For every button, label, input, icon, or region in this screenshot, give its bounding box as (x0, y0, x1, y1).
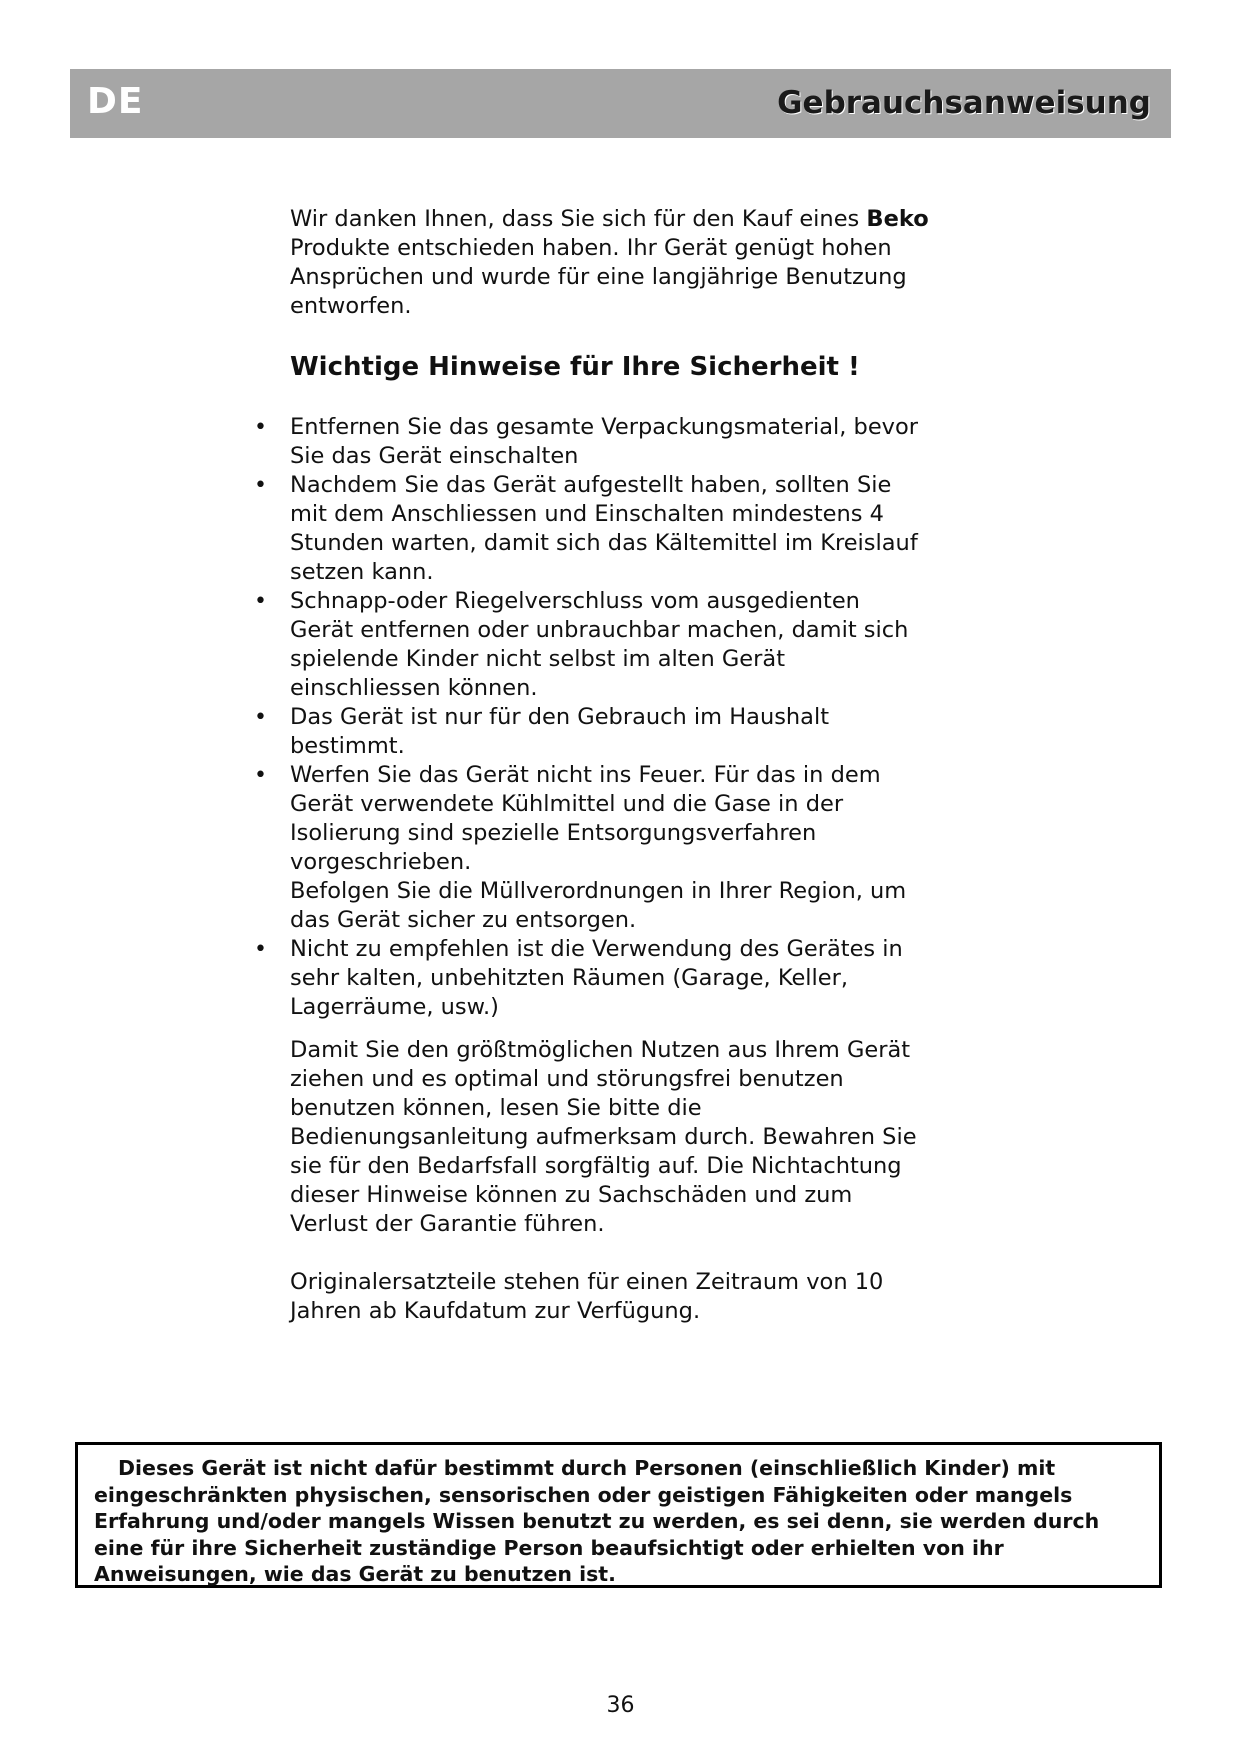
document-title: Gebrauchsanweisung (777, 85, 1151, 121)
safety-list (254, 413, 930, 1022)
intro-text-end: Produkte entschieden haben. Ihr Gerät genügt hohen Ansprüchen und wurde für eine langjährige Benutzung entworfen. (290, 235, 907, 319)
bullet-icon: • (254, 473, 267, 498)
main-content (254, 205, 930, 1326)
list-item-text: Werfen Sie das Gerät nicht ins Feuer. Für das in dem Gerät verwendete Kühlmittel und die Gase in der Isolierung sind spezielle Entsorgungsverfahren vorgeschrieben. (290, 762, 881, 875)
bullet-icon: • (254, 763, 267, 788)
list-item (254, 413, 930, 471)
list-item-text: Nicht zu empfehlen ist die Verwendung des Gerätes in sehr kalten, unbehitzten Räumen (Garage, Keller, Lagerräume, usw.) (290, 936, 903, 1020)
brand-name: Beko (866, 206, 929, 232)
spare-parts-paragraph: Originalersatzteile stehen für einen Zeitraum von 10 Jahren ab Kaufdatum zur Verfügung. (290, 1269, 884, 1324)
list-item (254, 935, 930, 1022)
warning-text: Dieses Gerät ist nicht dafür bestimmt durch Personen (einschließlich Kinder) mit eingeschränkten physischen, sensorischen oder geistigen Fähigkeiten oder mangels Erfahrung und/oder mangels Wissen benutzt zu werden, es sei denn, sie werden durch eine für ihre Sicherheit zuständige Person beaufsichtigt oder erhielten von ihr Anweisungen, wie das Gerät zu benutzen ist. (94, 1456, 1100, 1586)
bullet-icon: • (254, 705, 267, 730)
bullet-icon: • (254, 937, 267, 962)
header-bar (70, 69, 1171, 138)
list-item-text: Das Gerät ist nur für den Gebrauch im Haushalt bestimmt. (290, 704, 830, 759)
list-item (254, 587, 930, 703)
bullet-icon: • (254, 415, 267, 440)
list-item (254, 471, 930, 587)
intro-text-start: Wir danken Ihnen, dass Sie sich für den Kauf eines (290, 206, 867, 232)
safety-heading: Wichtige Hinweise für Ihre Sicherheit ! (290, 352, 860, 382)
warning-box (75, 1442, 1162, 1588)
list-item-text: Schnapp-oder Riegelverschluss vom ausgedienten Gerät entfernen oder unbrauchbar machen, damit sich spielende Kinder nicht selbst im alten Gerät einschliessen können. (290, 588, 909, 701)
bullet-icon: • (254, 589, 267, 614)
intro-paragraph (290, 205, 930, 321)
list-item-text: Nachdem Sie das Gerät aufgestellt haben, sollten Sie mit dem Anschliessen und Einschalten mindestens 4 Stunden warten, damit sich das Kältemittel im Kreislauf setzen kann. (290, 472, 918, 585)
list-item-extra-text: Befolgen Sie die Müllverordnungen in Ihrer Region, um das Gerät sicher zu entsorgen. (290, 878, 907, 933)
usage-paragraph: Damit Sie den größtmöglichen Nutzen aus Ihrem Gerät ziehen und es optimal und störungsfrei benutzen benutzen können, lesen Sie bitte die Bedienungsanleitung aufmerksam durch. Bewahren Sie sie für den Bedarfsfall sorgfältig auf. Die Nichtachtung dieser Hinweise können zu Sachschäden und zum Verlust der Garantie führen. (290, 1037, 917, 1237)
list-item-text: Entfernen Sie das gesamte Verpackungsmaterial, bevor Sie das Gerät einschalten (290, 414, 918, 469)
page-number: 36 (606, 1693, 635, 1718)
language-code: DE (87, 81, 144, 122)
list-item (254, 703, 930, 761)
list-item (254, 761, 930, 935)
